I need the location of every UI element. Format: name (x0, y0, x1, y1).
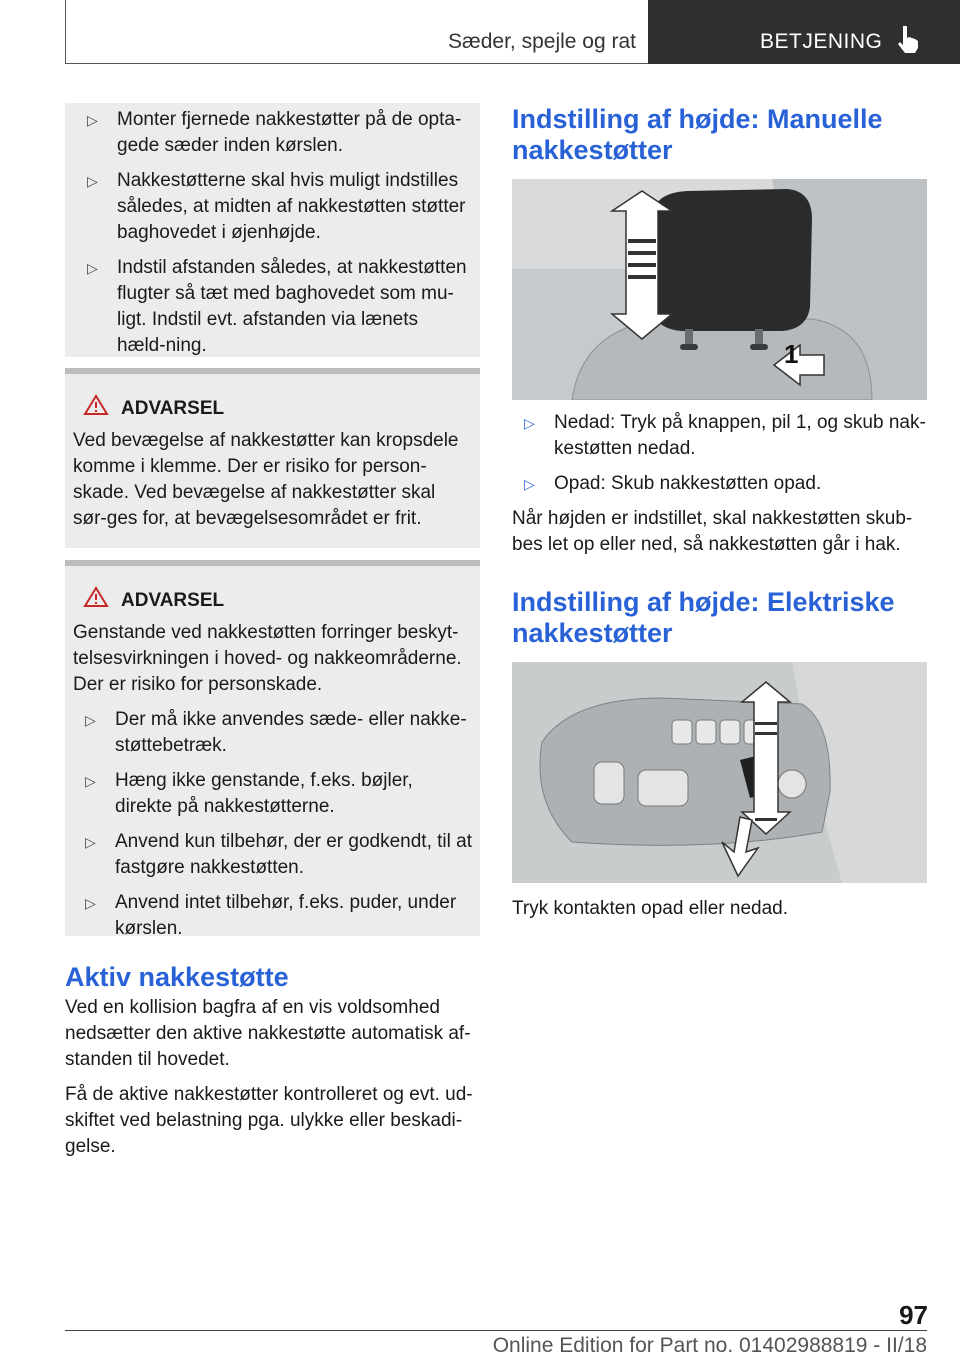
triangle-bullet-icon: ▷ (524, 476, 535, 492)
paragraph: Tryk kontakten opad eller nedad. (512, 898, 789, 919)
warning-title: ADVARSEL (73, 588, 472, 614)
triangle-bullet-icon: ▷ (85, 773, 96, 789)
manual-headrest-section (512, 104, 927, 166)
section-heading: Indstilling af højde: Manuelle nakkestøtter (512, 104, 883, 165)
paragraph: Få de aktive nakkestøtter kontrolleret og evt. ud-skiftet ved belastning pga. ulykke eller beskadi-gelse. (65, 1084, 473, 1157)
triangle-bullet-icon: ▷ (524, 415, 535, 431)
footer-edition: Online Edition for Part no. 01402988819 - II/18 (492, 1334, 927, 1357)
page-number: 97 (899, 1300, 928, 1330)
list-item: ▷ Indstil afstanden således, at nakkestøtten flugter så tæt med baghovedet som mu-ligt. Indstil evt. afstanden via lænets hæld-ning. (87, 257, 467, 356)
header-underline (65, 63, 648, 64)
electric-caption (512, 896, 927, 931)
list-item: ▷ Der må ikke anvendes sæde- eller nakke-støttebetræk. (85, 709, 467, 756)
list-item: ▷ Hæng ikke genstande, f.eks. bøjler, direkte på nakkestøtterne. (85, 770, 413, 817)
section-heading: Aktiv nakkestøtte (65, 962, 289, 992)
list-item: ▷ Opad: Skub nakkestøtten opad. (512, 471, 927, 497)
warning-rule (65, 368, 480, 374)
paragraph: Når højden er indstillet, skal nakkestøtten skub-bes let op eller ned, så nakkestøtten går i hak. (512, 508, 913, 555)
manual-instructions (512, 410, 927, 567)
seat-switch-illustration (512, 662, 927, 883)
warning-box-1 (65, 368, 480, 548)
triangle-bullet-icon: ▷ (87, 173, 98, 189)
list-item: ▷ Nakkestøtterne skal hvis muligt indstilles således, at midten af nakkestøtten støtter baghovedet i øjenhøjde. (87, 170, 466, 243)
electric-headrest-section (512, 587, 927, 649)
warning-rule (65, 560, 480, 566)
header-divider (65, 0, 66, 64)
triangle-bullet-icon: ▷ (87, 112, 98, 128)
triangle-bullet-icon: ▷ (87, 260, 98, 276)
chapter-label: BETJENING (760, 30, 883, 53)
callout-label: 1 (784, 339, 799, 369)
warning-triangle-icon (83, 394, 109, 416)
intro-bullets-box (65, 103, 480, 357)
warning-title: ADVARSEL (73, 396, 472, 422)
warning-box-2 (65, 560, 480, 939)
hand-pointer-icon (894, 24, 922, 54)
list-item: ▷ Nedad: Tryk på knappen, pil 1, og skub nak-kestøtten nedad. (524, 412, 926, 459)
electric-switch-image (512, 662, 927, 883)
active-headrest-section (65, 962, 480, 1169)
headrest-illustration (512, 179, 927, 400)
section-heading: Indstilling af højde: Elektriske nakkestøtter (512, 587, 895, 648)
triangle-bullet-icon: ▷ (85, 834, 96, 850)
list-item: ▷ Anvend intet tilbehør, f.eks. puder, under kørslen. (85, 892, 457, 939)
list-item: ▷ Monter fjernede nakkestøtter på de opta-gede sæder inden kørslen. (87, 109, 462, 156)
paragraph: Ved en kollision bagfra af en vis voldsomhed nedsætter den aktive nakkestøtte automatisk af-standen til hovedet. (65, 997, 471, 1070)
triangle-bullet-icon: ▷ (85, 895, 96, 911)
warning-triangle-icon (83, 586, 109, 608)
warning-text: Genstande ved nakkestøtten forringer beskyt-telsesvirkningen i hoved- og nakkeområderne. Der er risiko for personskade. (73, 622, 462, 695)
footer-divider (65, 1330, 927, 1331)
triangle-bullet-icon: ▷ (85, 712, 96, 728)
list-item: ▷ Anvend kun tilbehør, der er godkendt, til at fastgøre nakkestøtten. (85, 831, 472, 878)
manual-headrest-image (512, 179, 927, 400)
warning-text: Ved bevægelse af nakkestøtter kan kropsdele komme i klemme. Der er risiko for person-skade. Ved bevægelse af nakkestøtter skal sør-ges for, at bevægelsesområdet er frit. (73, 430, 459, 529)
section-title: Sæder, spejle og rat (448, 30, 636, 53)
